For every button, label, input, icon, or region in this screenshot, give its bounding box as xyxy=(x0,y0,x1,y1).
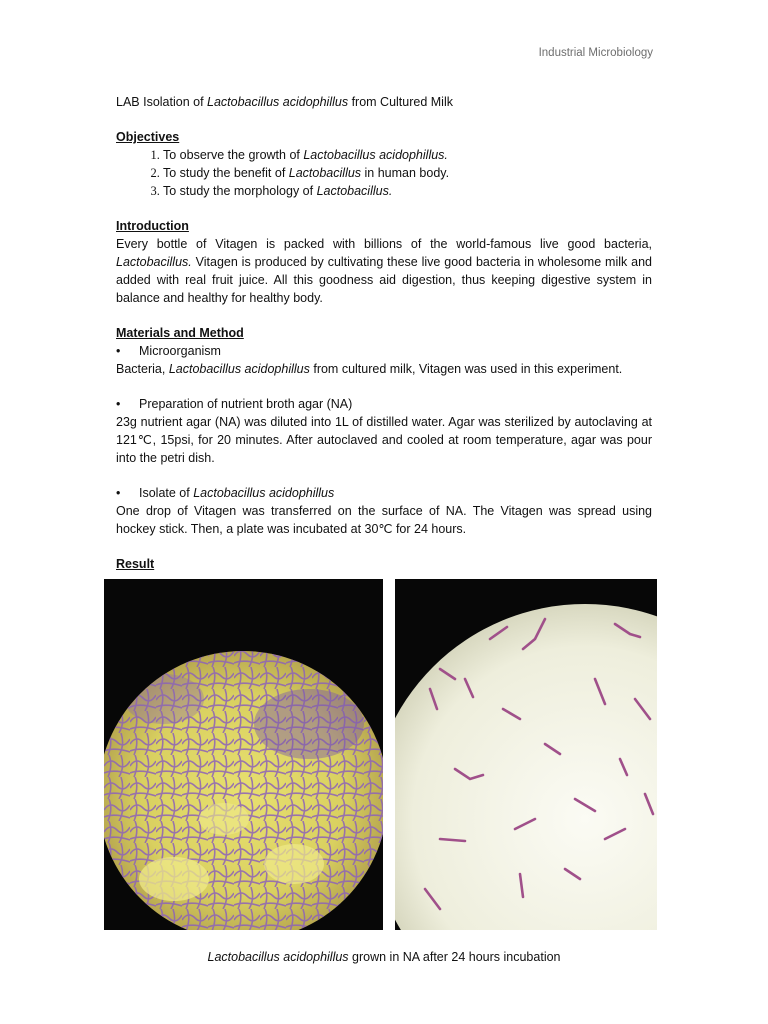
objective-text: To observe the growth of xyxy=(163,148,304,162)
result-heading: Result xyxy=(116,557,155,571)
document-body xyxy=(116,93,652,573)
title-prefix: LAB Isolation of xyxy=(116,95,208,109)
bullet-dot: • xyxy=(116,397,121,411)
micro-text-rest: from cultured milk, Vitagen was used in this experiment. xyxy=(309,362,623,376)
bullet-dot: • xyxy=(116,344,121,358)
microorganism-section xyxy=(116,324,652,378)
objectives-heading: Objectives xyxy=(116,130,180,144)
bullet-label: Preparation of nutrient broth agar (NA) xyxy=(139,397,353,411)
introduction-section xyxy=(116,217,652,307)
isolate-label: Isolate of xyxy=(139,486,194,500)
lab-title xyxy=(116,93,652,111)
objective-text-end: in human body. xyxy=(361,166,450,180)
bullet-dot: • xyxy=(116,486,121,500)
bullet-label: Microorganism xyxy=(139,344,221,358)
caption-species: Lactobacillus acidophillus xyxy=(207,950,349,964)
materials-heading: Materials and Method xyxy=(116,326,244,340)
preparation-paragraph: 23g nutrient agar (NA) was diluted into 1L of distilled water. Agar was sterilized by autoclaving at 121℃, 15psi, for 20 minutes. After autoclaved and cooled at room temperature, agar was pour into the petri dish. xyxy=(116,415,652,465)
bullet-microorganism xyxy=(116,342,652,360)
objective-item xyxy=(163,182,652,200)
introduction-heading: Introduction xyxy=(116,219,189,233)
micro-text: Bacteria, xyxy=(116,362,169,376)
bullet-label xyxy=(139,484,334,502)
micro-species: Lactobacillus acidophillus xyxy=(168,362,310,376)
objective-species: Lactobacillus acidophillus. xyxy=(303,148,448,162)
objective-species: Lactobacillus. xyxy=(316,184,393,198)
isolate-species: Lactobacillus acidophillus xyxy=(193,486,335,500)
objectives-list xyxy=(116,146,652,200)
objective-text: To study the benefit of xyxy=(163,166,289,180)
running-header: Industrial Microbiology xyxy=(538,47,653,59)
introduction-paragraph xyxy=(116,235,652,307)
isolate-paragraph: One drop of Vitagen was transferred on the surface of NA. The Vitagen was spread using hockey stick. Then, a plate was incubated at 30℃ for 24 hours. xyxy=(116,504,652,536)
intro-species: Lactobacillus. xyxy=(116,255,192,269)
caption-text: grown in NA after 24 hours incubation xyxy=(348,950,561,964)
bullet-isolate xyxy=(116,484,652,502)
micrograph-dense-field xyxy=(104,579,383,930)
title-suffix: from Cultured Milk xyxy=(348,95,453,109)
intro-text: Every bottle of Vitagen is packed with billions of the world-famous live good bacteria, xyxy=(116,237,652,251)
microorganism-paragraph xyxy=(116,360,652,378)
objective-item xyxy=(163,146,652,164)
title-species: Lactobacillus acidophillus xyxy=(207,95,349,109)
preparation-section xyxy=(116,395,652,467)
micrograph-sparse-rods xyxy=(395,579,657,930)
isolate-section xyxy=(116,484,652,538)
intro-text-rest: Vitagen is produced by cultivating these live good bacteria in wholesome milk and added with real fruit juice. All this goodness aid digestion, thus keeping digestive system in balance and healthy for healthy body. xyxy=(116,255,652,305)
objective-item xyxy=(163,164,652,182)
objective-species: Lactobacillus xyxy=(288,166,362,180)
figure-caption xyxy=(0,950,768,964)
bullet-preparation xyxy=(116,395,652,413)
objective-text: To study the morphology of xyxy=(163,184,317,198)
